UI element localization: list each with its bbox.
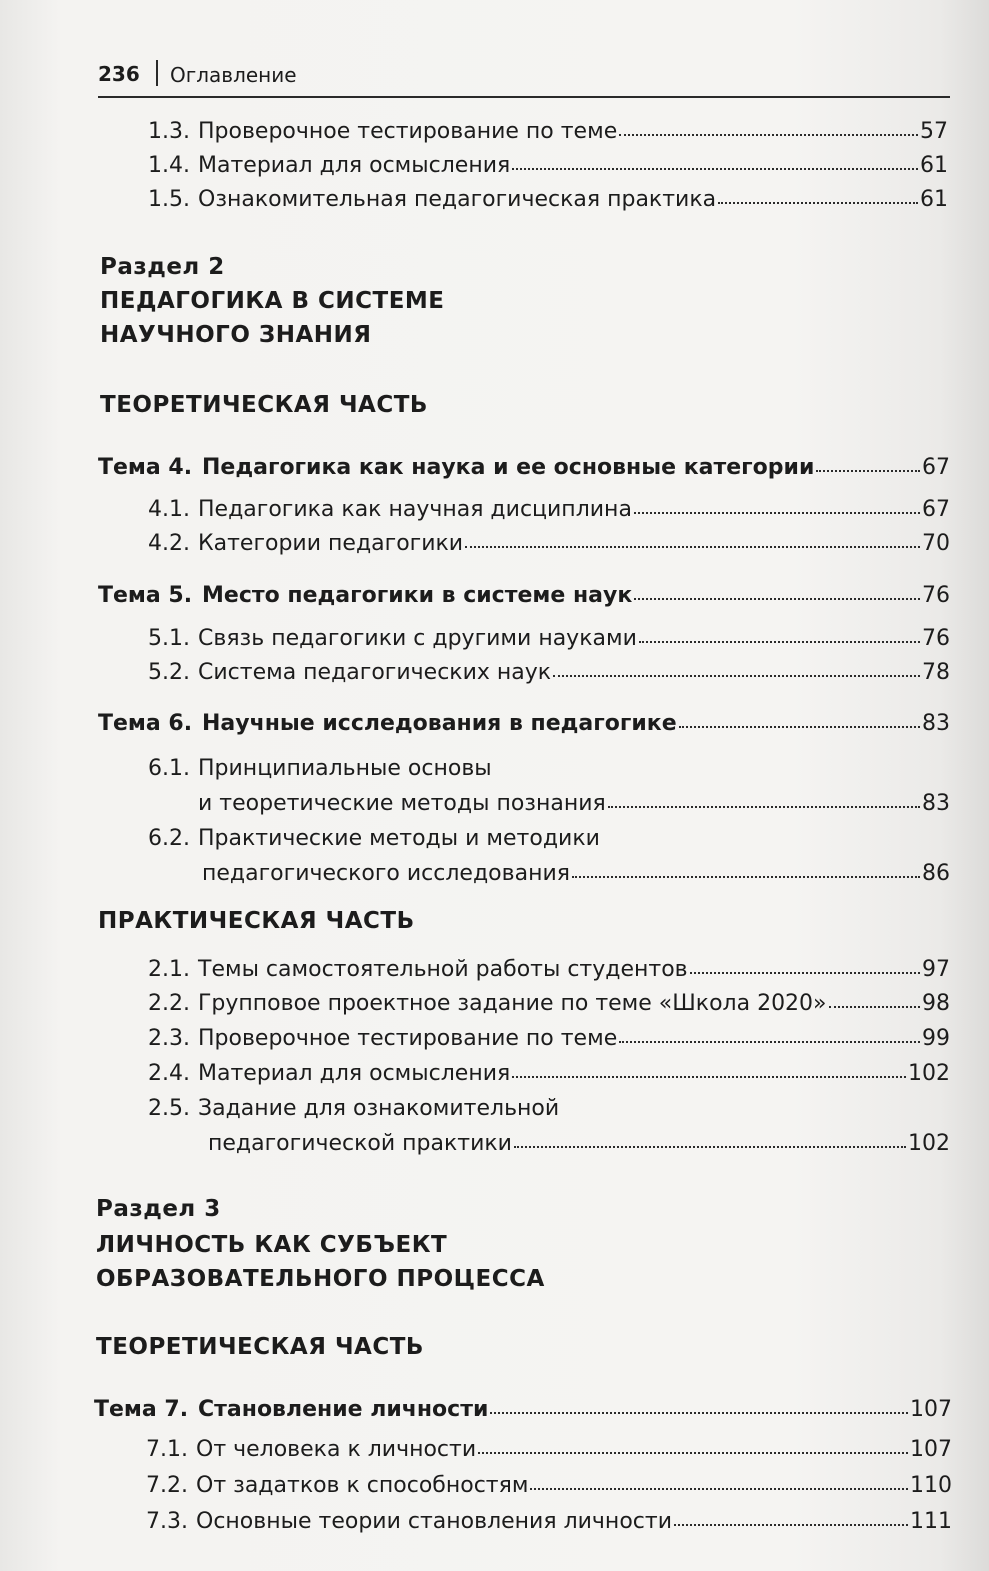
dot-leader bbox=[553, 653, 920, 677]
toc-entry-7-3[interactable] bbox=[146, 1504, 952, 1538]
entry-title-continued: педагогического исследования bbox=[202, 861, 570, 886]
entry-number: Тема 4. bbox=[98, 455, 193, 480]
toc-entry-p2-2[interactable] bbox=[148, 986, 950, 1020]
dot-leader bbox=[718, 180, 918, 204]
dot-leader bbox=[512, 1054, 906, 1078]
dot-leader bbox=[816, 448, 920, 472]
dot-leader bbox=[619, 1019, 920, 1043]
entry-number: 2.5. bbox=[148, 1096, 190, 1121]
toc-entry-1-5[interactable] bbox=[148, 182, 948, 216]
entry-number: 5.1. bbox=[148, 626, 190, 651]
toc-entry-6-1-second-line[interactable] bbox=[198, 786, 950, 820]
entry-page: 70 bbox=[922, 531, 950, 556]
entry-number: 2.3. bbox=[148, 1026, 190, 1051]
entry-page: 107 bbox=[910, 1397, 952, 1422]
dot-leader bbox=[634, 576, 920, 600]
entry-number: 1.4. bbox=[148, 153, 190, 178]
dot-leader bbox=[478, 1430, 908, 1454]
dot-leader bbox=[639, 619, 920, 643]
header-divider bbox=[156, 60, 158, 86]
entry-title: Ознакомительная педагогическая практика bbox=[198, 187, 717, 212]
entry-page: 67 bbox=[922, 455, 950, 480]
toc-entry-6-2-second-line[interactable] bbox=[202, 856, 950, 890]
toc-entry-7-2[interactable] bbox=[146, 1468, 952, 1502]
entry-number: 7.3. bbox=[146, 1509, 188, 1534]
entry-title: От задатков к способностям bbox=[196, 1473, 529, 1498]
entry-page: 97 bbox=[922, 957, 950, 982]
header-title: Оглавление bbox=[170, 63, 297, 87]
toc-entry-p2-5-second-line[interactable] bbox=[208, 1126, 950, 1160]
part-heading: ТЕОРЕТИЧЕСКАЯ ЧАСТЬ bbox=[100, 392, 428, 418]
entry-title-continued: и теоретические методы познания bbox=[198, 791, 606, 816]
entry-title: Проверочное тестирование по теме bbox=[198, 1026, 618, 1051]
entry-page: 99 bbox=[922, 1026, 950, 1051]
section-title-line: ПЕДАГОГИКА В СИСТЕМЕ bbox=[100, 288, 445, 314]
entry-number: 2.2. bbox=[148, 991, 190, 1016]
entry-title: Групповое проектное задание по теме «Школа 2020» bbox=[198, 991, 827, 1016]
part-heading: ТЕОРЕТИЧЕСКАЯ ЧАСТЬ bbox=[96, 1334, 424, 1360]
entry-title: Научные исследования в педагогике bbox=[202, 711, 677, 736]
toc-entry-tema-5[interactable] bbox=[98, 578, 950, 612]
entry-number: 5.2. bbox=[148, 660, 190, 685]
dot-leader bbox=[679, 704, 920, 728]
toc-entry-5-1[interactable] bbox=[148, 621, 950, 655]
entry-title: От человека к личности bbox=[196, 1437, 477, 1462]
part-heading: ПРАКТИЧЕСКАЯ ЧАСТЬ bbox=[98, 908, 415, 934]
entry-page: 76 bbox=[922, 583, 950, 608]
toc-entry-tema-6[interactable] bbox=[98, 706, 950, 740]
entry-number: 1.3. bbox=[148, 119, 190, 144]
entry-title: Задание для ознакомительной bbox=[198, 1096, 560, 1121]
dot-leader bbox=[674, 1502, 908, 1526]
toc-entry-5-2[interactable] bbox=[148, 655, 950, 689]
dot-leader bbox=[530, 1466, 908, 1490]
entry-page: 98 bbox=[922, 991, 950, 1016]
entry-title: Принципиальные основы bbox=[198, 756, 492, 781]
entry-page: 110 bbox=[910, 1473, 952, 1498]
entry-page: 111 bbox=[910, 1509, 952, 1534]
dot-leader bbox=[829, 984, 920, 1008]
entry-page: 57 bbox=[920, 119, 948, 144]
entry-title: Проверочное тестирование по теме bbox=[198, 119, 618, 144]
entry-title: Связь педагогики с другими науками bbox=[198, 626, 637, 651]
toc-entry-1-3[interactable] bbox=[148, 114, 948, 148]
section-title-line: ОБРАЗОВАТЕЛЬНОГО ПРОЦЕССА bbox=[96, 1266, 545, 1292]
entry-number: 2.1. bbox=[148, 957, 190, 982]
entry-page: 67 bbox=[922, 497, 950, 522]
entry-title: Материал для осмысления bbox=[198, 1061, 511, 1086]
entry-title: Место педагогики в системе наук bbox=[202, 583, 633, 608]
toc-entry-4-1[interactable] bbox=[148, 492, 950, 526]
entry-page: 61 bbox=[920, 187, 948, 212]
dot-leader bbox=[514, 1124, 906, 1148]
section-title-line: ЛИЧНОСТЬ КАК СУБЪЕКТ bbox=[96, 1232, 448, 1258]
entry-page: 83 bbox=[922, 711, 950, 736]
entry-title: Система педагогических наук bbox=[198, 660, 552, 685]
dot-leader bbox=[619, 112, 918, 136]
entry-number: 4.2. bbox=[148, 531, 190, 556]
entry-title: Педагогика как наука и ее основные категории bbox=[202, 455, 815, 480]
toc-entry-6-2-first-line[interactable] bbox=[148, 822, 600, 856]
entry-title: Становление личности bbox=[198, 1397, 489, 1422]
toc-entry-6-1-first-line[interactable] bbox=[148, 752, 492, 786]
entry-title: Основные теории становления личности bbox=[196, 1509, 672, 1534]
entry-page: 78 bbox=[922, 660, 950, 685]
toc-entry-tema-4[interactable] bbox=[98, 450, 950, 484]
dot-leader bbox=[634, 490, 920, 514]
entry-number: 1.5. bbox=[148, 187, 190, 212]
entry-number: Тема 7. bbox=[94, 1397, 189, 1422]
toc-entry-p2-5-first-line[interactable] bbox=[148, 1092, 559, 1126]
entry-number: 4.1. bbox=[148, 497, 190, 522]
entry-title-continued: педагогической практики bbox=[208, 1131, 512, 1156]
entry-page: 86 bbox=[922, 861, 950, 886]
dot-leader bbox=[690, 950, 920, 974]
entry-number: Тема 5. bbox=[98, 583, 193, 608]
toc-entry-tema-7[interactable] bbox=[94, 1392, 952, 1426]
entry-page: 61 bbox=[920, 153, 948, 178]
toc-entry-p2-4[interactable] bbox=[148, 1056, 950, 1090]
toc-entry-p2-1[interactable] bbox=[148, 952, 950, 986]
running-header bbox=[98, 60, 950, 98]
entry-title: Практические методы и методики bbox=[198, 826, 600, 851]
toc-entry-7-1[interactable] bbox=[146, 1432, 952, 1466]
dot-leader bbox=[572, 854, 920, 878]
section-label: Раздел 3 bbox=[96, 1196, 221, 1222]
entry-number: 7.1. bbox=[146, 1437, 188, 1462]
toc-entry-1-4[interactable] bbox=[148, 148, 948, 182]
entry-page: 76 bbox=[922, 626, 950, 651]
page-number: 236 bbox=[98, 62, 140, 86]
entry-number: 6.1. bbox=[148, 756, 190, 781]
entry-number: 7.2. bbox=[146, 1473, 188, 1498]
entry-title: Категории педагогики bbox=[198, 531, 464, 556]
toc-entry-p2-3[interactable] bbox=[148, 1021, 950, 1055]
entry-page: 102 bbox=[908, 1131, 950, 1156]
entry-title: Материал для осмысления bbox=[198, 153, 511, 178]
entry-number: 2.4. bbox=[148, 1061, 190, 1086]
entry-page: 102 bbox=[908, 1061, 950, 1086]
entry-page: 83 bbox=[922, 791, 950, 816]
entry-page: 107 bbox=[910, 1437, 952, 1462]
section-label: Раздел 2 bbox=[100, 254, 225, 280]
entry-number: Тема 6. bbox=[98, 711, 193, 736]
toc-entry-4-2[interactable] bbox=[148, 526, 950, 560]
entry-title: Темы самостоятельной работы студентов bbox=[198, 957, 688, 982]
section-title-line: НАУЧНОГО ЗНАНИЯ bbox=[100, 322, 372, 348]
entry-number: 6.2. bbox=[148, 826, 190, 851]
dot-leader bbox=[512, 146, 918, 170]
dot-leader bbox=[608, 784, 920, 808]
dot-leader bbox=[465, 524, 920, 548]
dot-leader bbox=[490, 1390, 908, 1414]
entry-title: Педагогика как научная дисциплина bbox=[198, 497, 632, 522]
